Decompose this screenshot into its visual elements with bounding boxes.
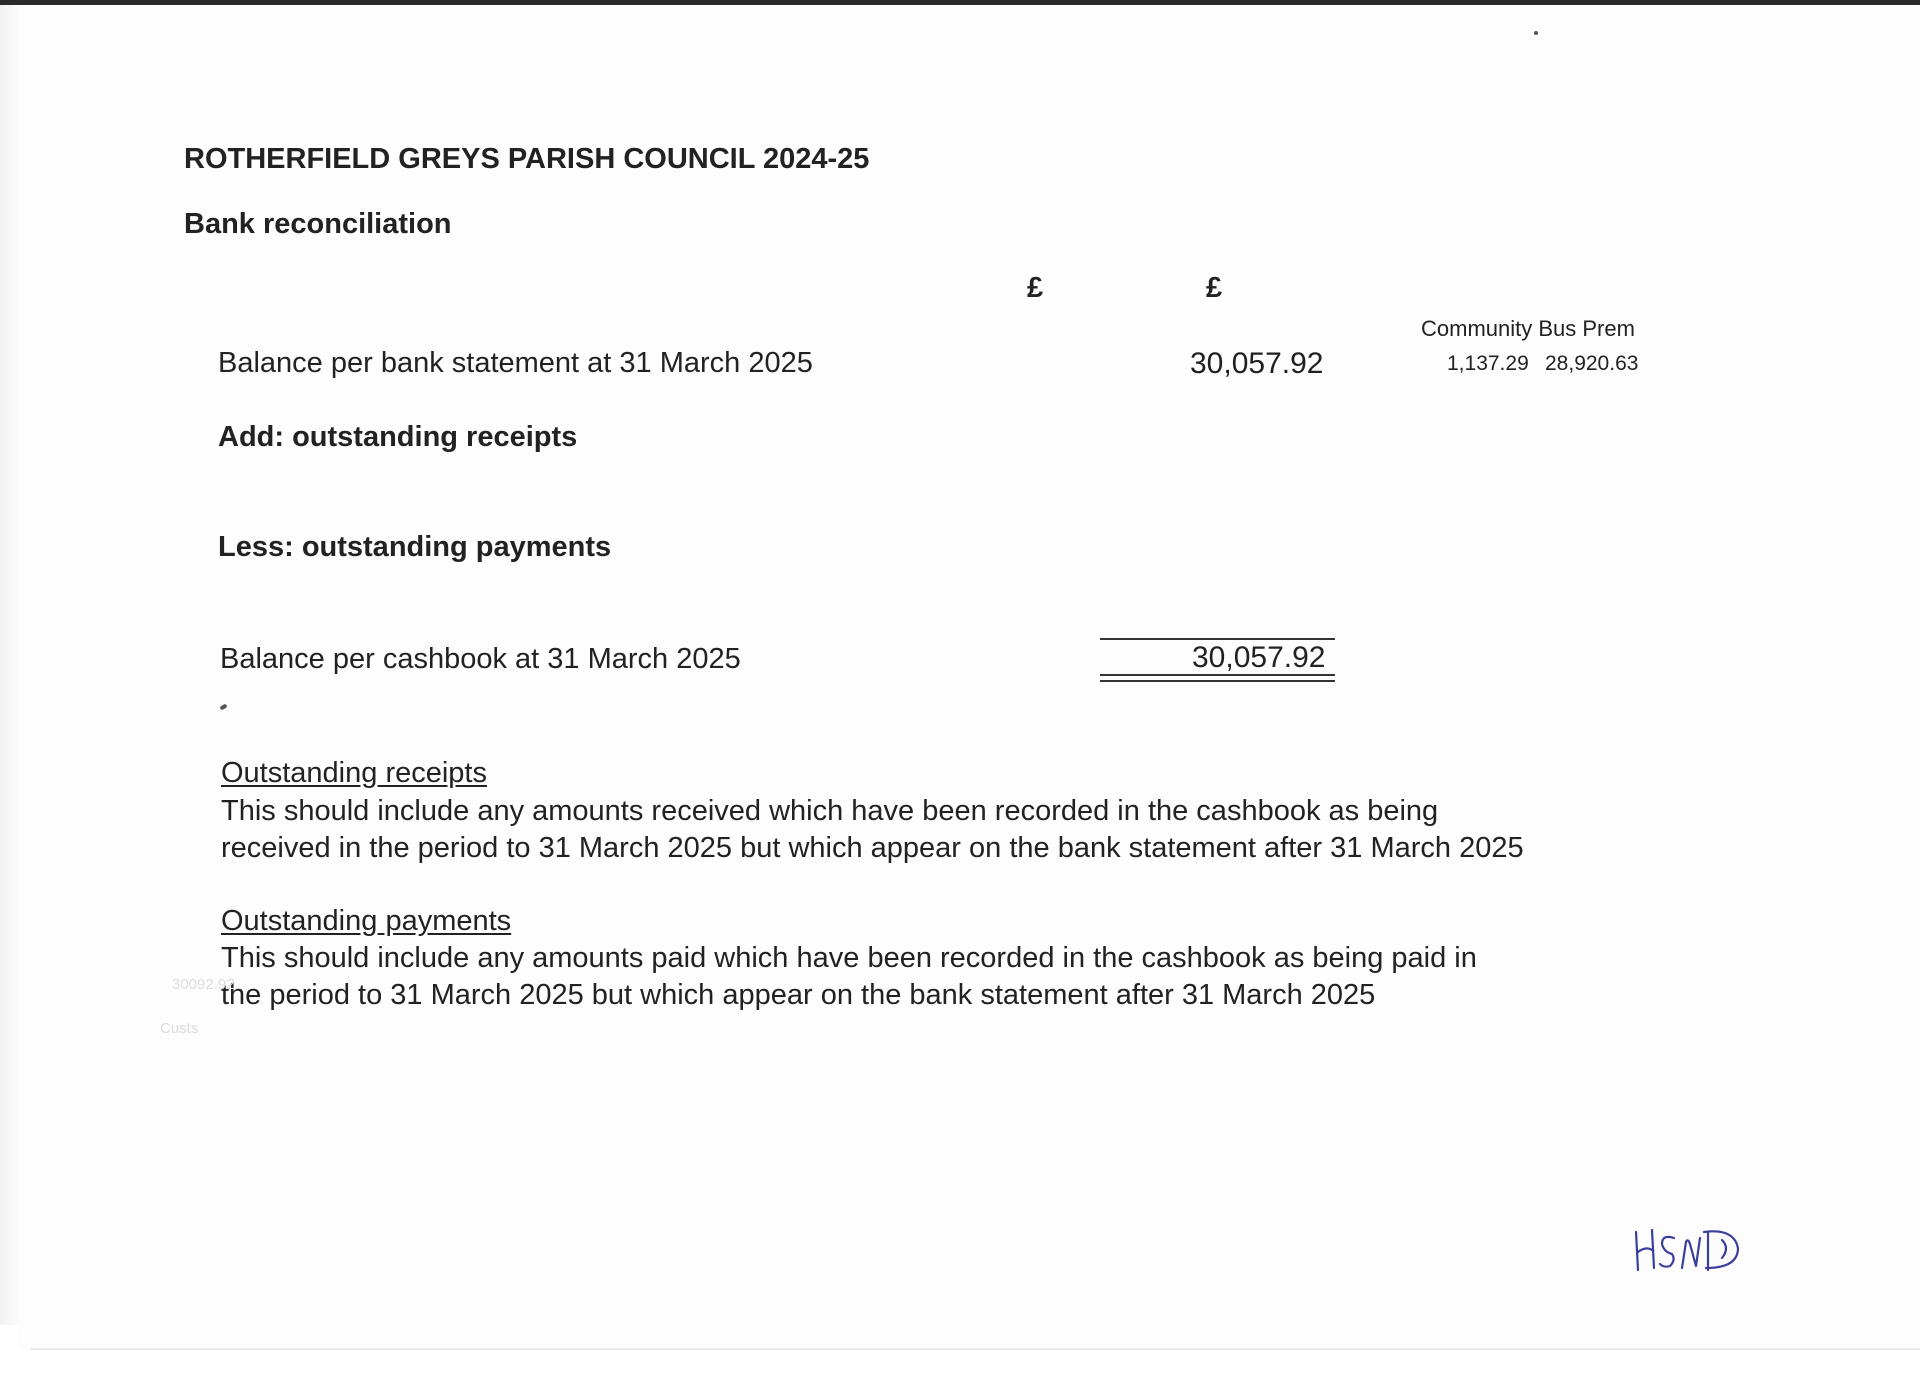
side-note-header: Community Bus Prem bbox=[1421, 316, 1635, 341]
currency-header-2: £ bbox=[1206, 272, 1223, 304]
cashbook-balance-value: 30,057.92 bbox=[1192, 641, 1326, 674]
scan-edge-left bbox=[0, 5, 18, 1325]
document-title: ROTHERFIELD GREYS PARISH COUNCIL 2024-25 bbox=[184, 143, 870, 175]
scan-edge-bottom bbox=[30, 1348, 1920, 1350]
bank-balance-value: 30,057.92 bbox=[1190, 347, 1324, 380]
document-page bbox=[18, 5, 1920, 1348]
total-rule-top bbox=[1100, 638, 1335, 640]
outstanding-payments-text-line-1: This should include any amounts paid which have been recorded in the cashbook as being paid in bbox=[221, 942, 1477, 974]
outstanding-payments-text-line-2: the period to 31 March 2025 but which appear on the bank statement after 31 March 2025 bbox=[221, 979, 1376, 1011]
currency-header-1: £ bbox=[1027, 272, 1044, 304]
document-subtitle: Bank reconciliation bbox=[184, 208, 452, 240]
less-payments-label: Less: outstanding payments bbox=[218, 531, 612, 563]
total-double-rule-2 bbox=[1100, 680, 1335, 682]
outstanding-payments-heading: Outstanding payments bbox=[221, 905, 512, 937]
cashbook-balance-label: Balance per cashbook at 31 March 2025 bbox=[220, 643, 741, 675]
scan-speck bbox=[1534, 31, 1538, 35]
outstanding-receipts-heading: Outstanding receipts bbox=[221, 757, 487, 789]
bleed-through-text-1: 30092.92 bbox=[172, 976, 235, 993]
handwritten-initials-signature bbox=[1630, 1222, 1765, 1274]
bleed-through-text-2: Custs bbox=[160, 1020, 199, 1037]
outstanding-receipts-text-line-2: received in the period to 31 March 2025 but which appear on the bank statement after 31 March 2025 bbox=[221, 832, 1524, 864]
bank-balance-label: Balance per bank statement at 31 March 2025 bbox=[218, 347, 813, 379]
outstanding-receipts-text-line-1: This should include any amounts received which have been recorded in the cashbook as being bbox=[221, 795, 1439, 827]
side-note-value-prem: 28,920.63 bbox=[1545, 352, 1639, 375]
total-double-rule-1 bbox=[1100, 674, 1335, 676]
side-note-value-community-bus: 1,137.29 bbox=[1447, 352, 1529, 375]
add-receipts-label: Add: outstanding receipts bbox=[218, 421, 578, 453]
